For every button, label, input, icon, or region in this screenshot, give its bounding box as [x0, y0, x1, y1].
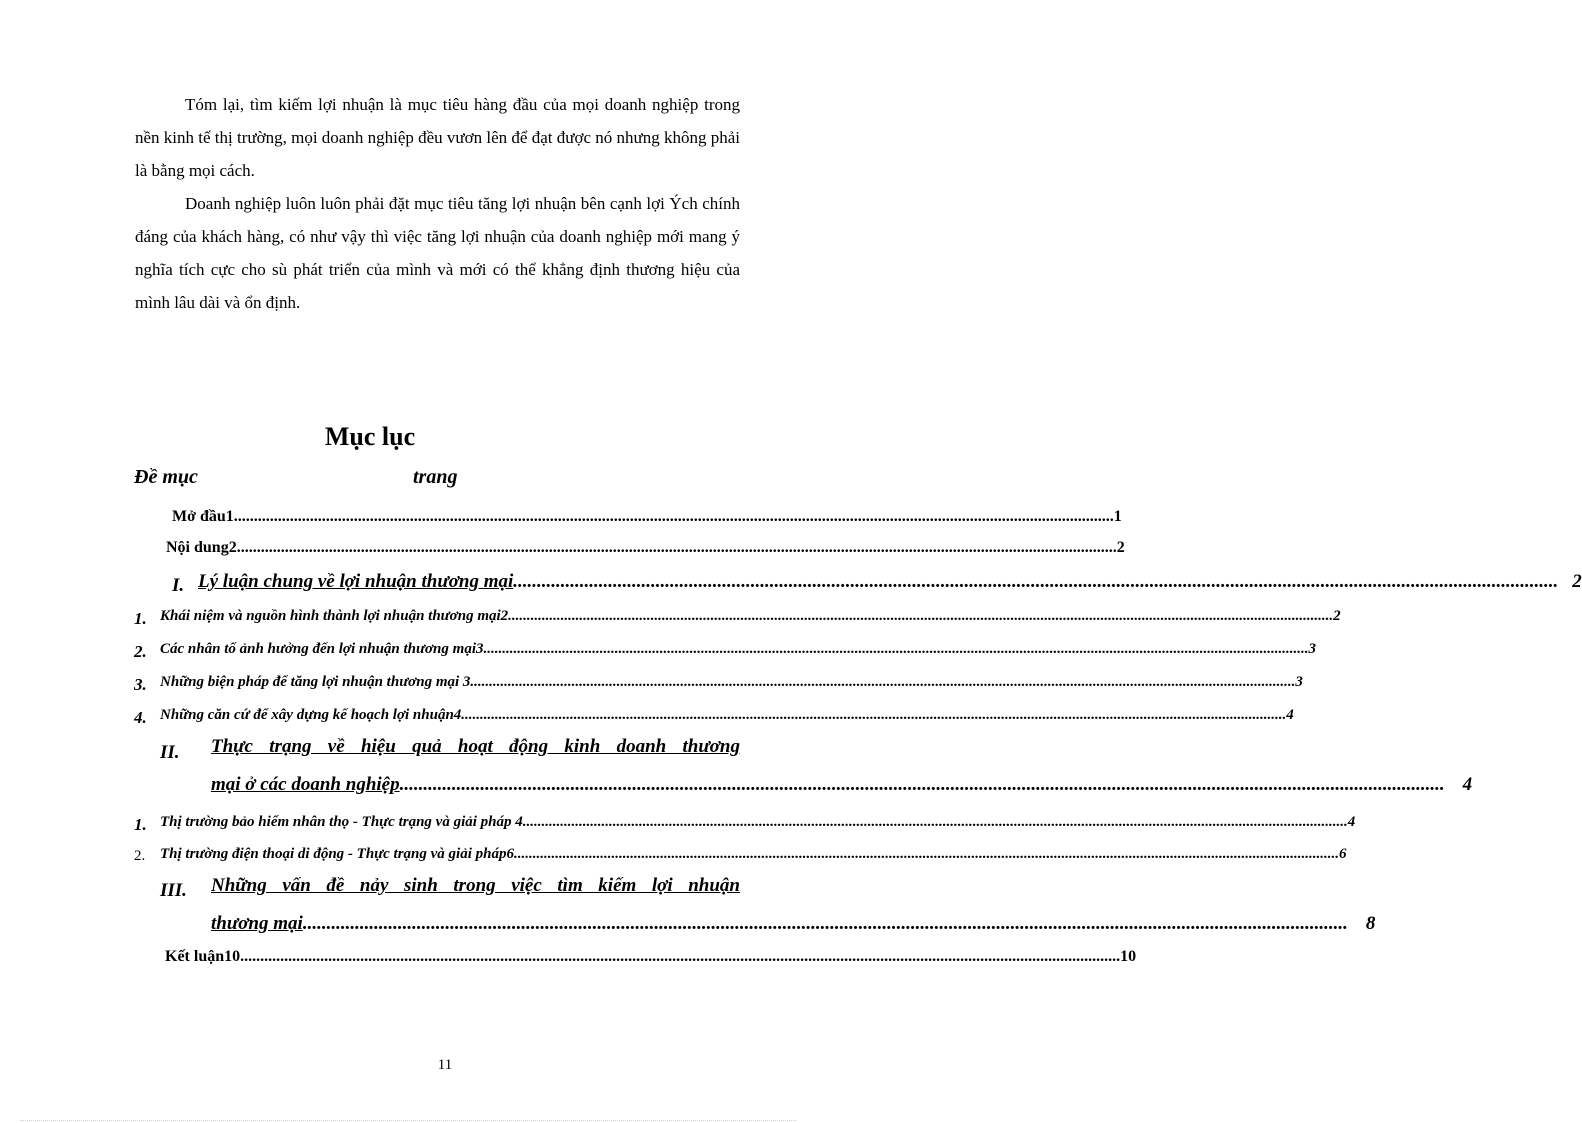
- toc-section-3: [211, 867, 1376, 943]
- toc-entry-page: 2: [1116, 539, 1125, 556]
- toc-subsection-number: 1.: [134, 609, 147, 628]
- toc-entry-page: 10: [1120, 948, 1137, 965]
- toc-entry-conclusion: [165, 948, 1137, 966]
- toc-subsection-number: 1.: [134, 815, 147, 834]
- toc-leader-dots: ............................................................................................................................................................................................................................: [508, 608, 1334, 624]
- toc-title: Mục lục: [324, 422, 416, 451]
- toc-section-1: [198, 571, 1582, 593]
- toc-entry-label: Những căn cứ để xây dựng kế hoạch lợi nhuận4: [160, 707, 462, 723]
- toc-entry-page: 4: [1286, 707, 1294, 723]
- toc-entry-label: Thị trường điện thoại di động - Thực trạng và giải pháp6: [160, 846, 514, 862]
- toc-entry-label-line2: mại ở các doanh nghiệp: [211, 774, 400, 795]
- toc-entry-1-4: [160, 707, 1294, 724]
- toc-entry-1-1: [160, 608, 1341, 625]
- toc-leader-dots: ............................................................................................................................................................................................................................: [513, 571, 1559, 592]
- toc-entry-page: 6: [1339, 846, 1347, 862]
- toc-section-number: I.: [172, 575, 185, 596]
- toc-entry-1-3: [160, 674, 1303, 691]
- toc-entry-2-1: [160, 814, 1356, 831]
- toc-entry-label: Những biện pháp để tăng lợi nhuận thương mại 3: [160, 674, 471, 690]
- toc-subsection-number: 2.: [134, 642, 147, 661]
- toc-leader-dots: ............................................................................................................................................................................................................................: [483, 641, 1309, 657]
- toc-entry-label: Kết luận10: [165, 948, 241, 965]
- toc-entry-1-2: [160, 641, 1316, 658]
- toc-entry-content: [166, 539, 1125, 557]
- toc-entry-label-line2: thương mại: [211, 913, 303, 934]
- toc-entry-2-2: [160, 846, 1347, 863]
- toc-entry-label: Nội dung2: [166, 539, 237, 556]
- toc-entry-label-line1: Thực trạng về hiệu quả hoạt động kinh doanh thương: [211, 736, 740, 757]
- toc-subsection-number: 3.: [134, 675, 147, 694]
- toc-leader-dots: ............................................................................................................................................................................................................................: [514, 846, 1339, 862]
- toc-leader-dots: ............................................................................................................................................................................................................................: [461, 707, 1287, 723]
- toc-subsection-number: 2.: [134, 848, 146, 864]
- toc-section-2: [211, 728, 1473, 804]
- toc-section-number: II.: [160, 742, 180, 763]
- toc-entry-label-line1: Những vấn đề nảy sinh trong việc tìm kiếm lợi nhuận: [211, 875, 740, 896]
- toc-entry-page: 4: [1462, 774, 1473, 795]
- toc-leader-dots: ............................................................................................................................................................................................................................: [302, 913, 1348, 934]
- toc-leader-dots: ............................................................................................................................................................................................................................: [233, 508, 1114, 525]
- toc-section-number: III.: [160, 880, 187, 901]
- toc-entry-page: 2: [1333, 608, 1341, 624]
- page-number: 11: [437, 1057, 453, 1073]
- toc-entry-label: Các nhân tố ảnh hưởng đến lợi nhuận thương mại3: [160, 641, 484, 657]
- toc-entry-page: 2: [1572, 571, 1582, 592]
- page-bottom-border: [20, 1120, 796, 1121]
- toc-entry-label: Khái niệm và nguồn hình thành lợi nhuận thương mại2: [160, 608, 509, 624]
- toc-entry-label: Mở đầu1: [172, 508, 234, 525]
- toc-entry-page: 4: [1347, 814, 1356, 830]
- toc-header-section: Đề mục: [134, 466, 198, 488]
- toc-entry-page: 8: [1365, 913, 1376, 934]
- body-paragraph-1: Tóm lại, tìm kiếm lợi nhuận là mục tiêu hàng đầu của mọi doanh nghiệp trong nền kinh tế thị trường, mọi doanh nghiệp đều vươn lên để đạt được nó nhưng không phải là bằng mọi cách.: [135, 95, 740, 180]
- toc-header-page: trang: [413, 466, 458, 488]
- toc-entry-label: Thị trường bảo hiểm nhân thọ - Thực trạng và giải pháp 4: [160, 814, 523, 830]
- toc-leader-dots: ............................................................................................................................................................................................................................: [470, 674, 1296, 690]
- toc-entry-page: 1: [1113, 508, 1122, 525]
- body-paragraph-2: Doanh nghiệp luôn luôn phải đặt mục tiêu tăng lợi nhuận bên cạnh lợi Ých chính đáng của khách hàng, có như vậy thì việc tăng lợi nhuận của doanh nghiệp mới mang ý nghĩa tích cực cho sù phát triển của mình và mới có thể khẳng định thương hiệu của mình lâu dài và ổn định.: [135, 194, 740, 312]
- toc-leader-dots: ............................................................................................................................................................................................................................: [240, 948, 1121, 965]
- toc-leader-dots: ............................................................................................................................................................................................................................: [522, 814, 1348, 830]
- toc-entry-intro: [172, 508, 1122, 526]
- toc-leader-dots: ............................................................................................................................................................................................................................: [236, 539, 1117, 556]
- toc-entry-label: Lý luận chung về lợi nhuận thương mại: [198, 571, 514, 592]
- toc-subsection-number: 4.: [134, 708, 147, 727]
- toc-entry-page: 3: [1295, 674, 1303, 690]
- toc-entry-page: 3: [1308, 641, 1316, 657]
- toc-leader-dots: ............................................................................................................................................................................................................................: [399, 774, 1445, 795]
